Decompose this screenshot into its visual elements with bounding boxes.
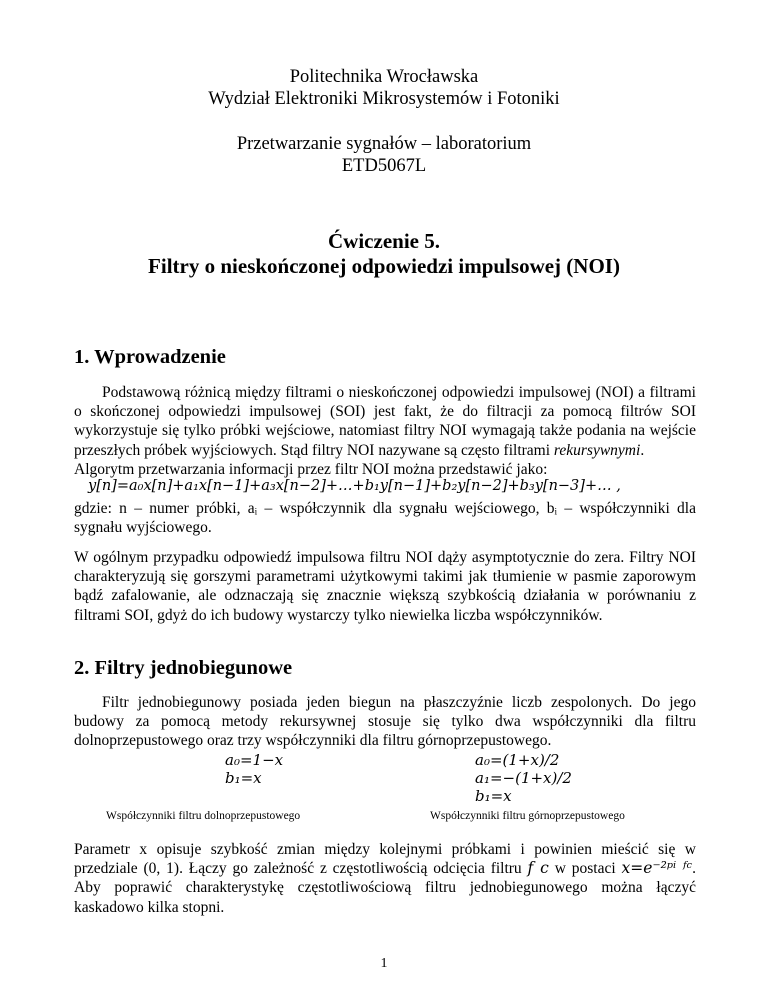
section1-para1-italic: rekursywnymi: [553, 441, 641, 459]
course-code: ETD5067L: [341, 156, 427, 176]
lowpass-caption: Współczynniki filtru dolnoprzepustowego: [106, 810, 301, 822]
cutoff-formula: x=e⁻²ᵖⁱ ᶠᶜ: [621, 859, 693, 878]
faculty-name: Wydział Elektroniki Mikrosystemów i Fotoniki: [208, 89, 560, 109]
cutoff-frequency-symbol: f c: [527, 859, 549, 878]
section1-para1-text: Podstawową różnicą między filtrami o nieskończonej odpowiedzi impulsowej (NOI) a filtrami o skończonej odpowiedzi impulsowej (SOI) jest fakt, że do filtracji za pomocą filtrów SOI wykorzystuje się tylko próbki wejściowe, natomiast filtry NOI wymagają także podania na wejście przeszłych próbek wyjściowych. Stąd filtry NOI nazywane są często filtrami: [74, 384, 696, 459]
lowpass-coefficient-1: a₀=1−x: [225, 751, 284, 769]
course-name: Przetwarzanie sygnałów – laboratorium: [236, 134, 532, 154]
section1-paragraph-general: W ogólnym przypadku odpowiedź impulsowa filtru NOI dąży asymptotycznie do zera. Filtry NOI charakteryzują się gorszymi parametrami użytkowymi takimi jak tłumienie w pasmie zaporowym bądź zafalowanie, ale odznaczają się znacznie większą szybkością działania w porównaniu z filtrami SOI, gdyż do ich budowy wystarczy tylko niewielka liczba współczynników.: [74, 549, 696, 624]
section-heading-introduction: 1. Wprowadzenie: [74, 346, 226, 368]
page-number: 1: [380, 956, 388, 971]
lowpass-coefficient-2: b₁=x: [225, 769, 262, 787]
highpass-coefficient-1: a₀=(1+x)/2: [475, 751, 560, 769]
exercise-title: Filtry o nieskończonej odpowiedzi impulsowej (NOI): [148, 254, 620, 278]
section-heading-single-pole: 2. Filtry jednobiegunowe: [74, 657, 293, 679]
section2-parameter-paragraph: Parametr x opisuje szybkość zmian między kolejnymi próbkami i powinien mieścić się w przedziale (0, 1). Łączy go zależność z częstotliwością odcięcia filtru f c w postaci x=e⁻²ᵖⁱ ᶠᶜ. Aby poprawić charakterystykę częstotliwościową filtru jednobiegunowego można łączyć kaskadowo kilka stopni.: [74, 841, 697, 916]
section1-algorithm-intro: Algorytm przetwarzania informacji przez filtr NOI można przedstawić jako:: [74, 460, 548, 478]
recursion-equation: y[n]=a₀x[n]+a₁x[n−1]+a₃x[n−2]+…+b₁y[n−1]+b₂y[n−2]+b₃y[n−3]+… ,: [88, 478, 621, 494]
university-name: Politechnika Wrocławska: [289, 67, 479, 87]
exercise-number: Ćwiczenie 5.: [328, 229, 440, 253]
highpass-coefficient-2: a₁=−(1+x)/2: [475, 769, 572, 787]
highpass-coefficient-3: b₁=x: [475, 787, 512, 805]
highpass-caption: Współczynniki filtru górnoprzepustowego: [430, 810, 625, 822]
section1-where-text: gdzie: n – numer próbki, aᵢ – współczynnik dla sygnału wejściowego, bᵢ – współczynniki dla sygnału wyjściowego.: [74, 500, 696, 537]
section2-paragraph: Filtr jednobiegunowy posiada jeden biegun na płaszczyźnie liczb zespolonych. Do jego budowy za pomocą metody rekursywnej stosuje się tylko dwa współczynniki dla filtru dolnoprzepustowego oraz trzy współczynniki dla filtru górnoprzepustowego.: [74, 694, 696, 750]
section1-paragraph: Podstawową różnicą między filtrami o nieskończonej odpowiedzi impulsowej (NOI) a filtrami o skończonej odpowiedzi impulsowej (SOI) jest fakt, że do filtracji za pomocą filtrów SOI wykorzystuje się tylko próbki wejściowe, natomiast filtry NOI wymagają także podania na wejście przeszłych próbek wyjściowych. Stąd filtry NOI nazywane są często filtrami rekursywnymi. Algorytm przetwarzania informacji przez filtr NOI można przedstawić jako:: [74, 384, 696, 478]
